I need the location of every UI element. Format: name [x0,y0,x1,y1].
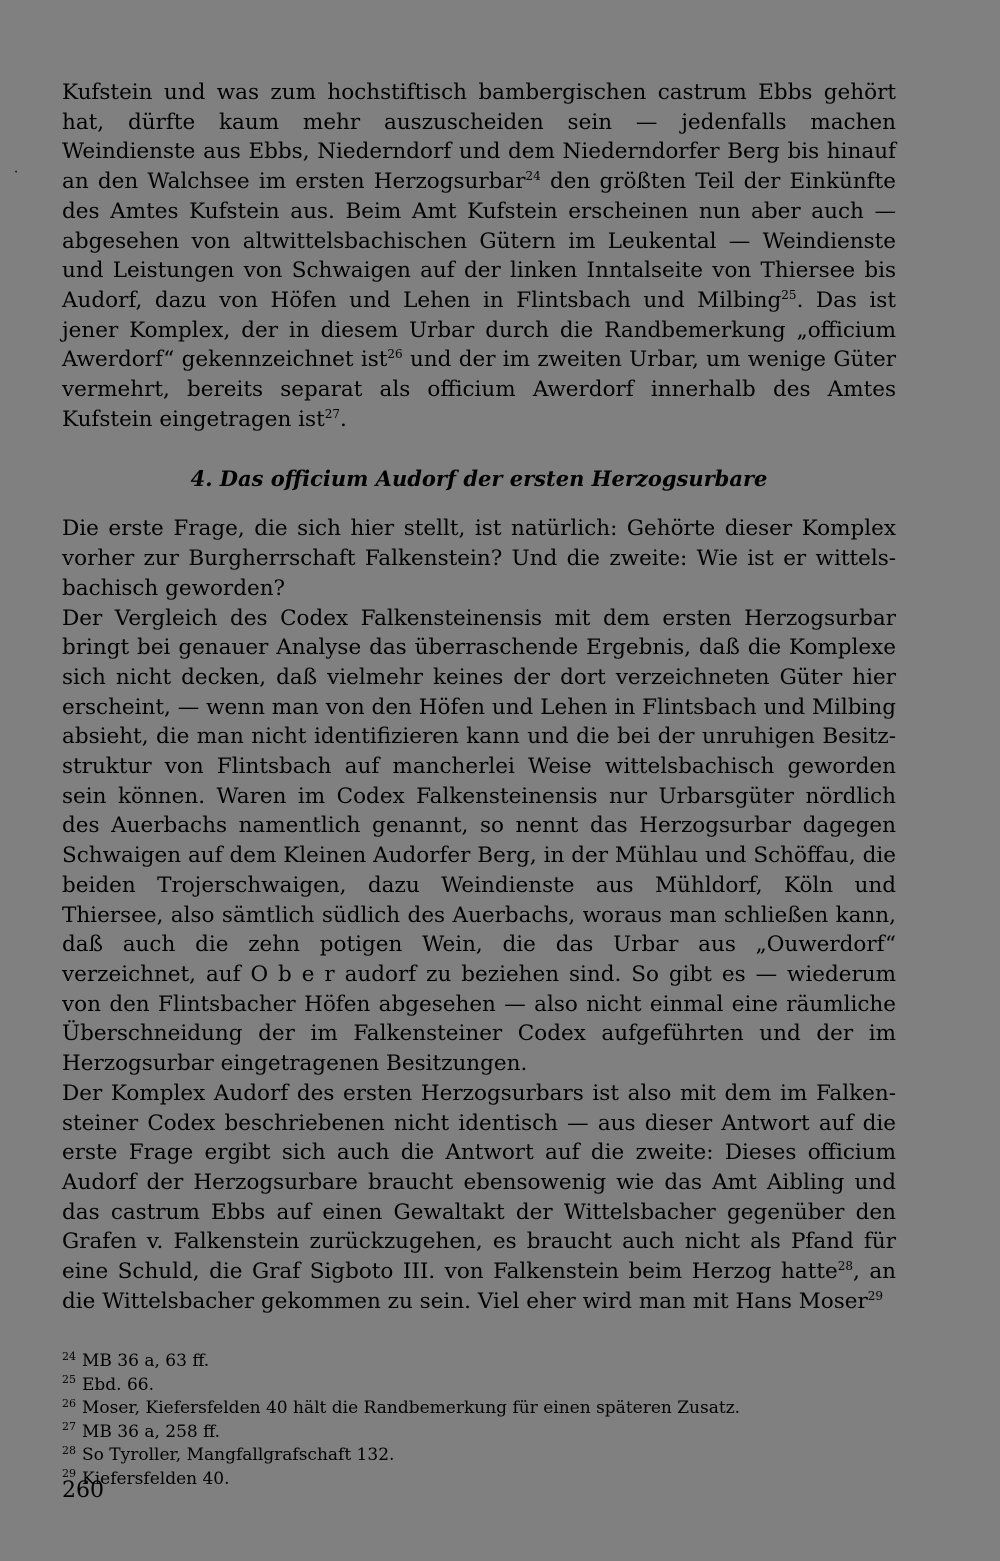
text-run: Kufstein und was zum hochstiftisch bambergischen castrum Ebbs gehört hat, dürfte kaum mehr auszuscheiden sein — jedenfalls machen Weindienste aus Ebbs, Niederndorf und dem Niederndorfer Berg bis hinauf an den Walchsee im ersten Herzogsurbar [62,80,896,195]
footnote-text: Moser, Kiefersfelden 40 hält die Randbemerkung für einen späteren Zusatz. [82,1398,741,1419]
text-run: den größten Teil der Einkünfte des Amtes Kufstein aus. Beim Amt Kufstein erscheinen nun aber auch — abgesehen von altwittelsbachischen Gütern im Leukental — Weindienste und Leistungen von Schwaigen auf der linken Inntalseite von Thiersee bis Audorf, dazu von Höfen und Lehen in Flintsbach und Milbing [62,169,896,313]
footnote-item [62,1350,896,1374]
text-run: . [340,406,347,432]
paragraph [62,78,896,434]
page-number: 260 [62,1478,104,1503]
footnote-item [62,1421,896,1445]
footnote-item [62,1468,896,1492]
footnote-text: So Tyroller, Mangfallgrafschaft 132. [82,1445,395,1466]
footnote-number: 27 [62,1420,76,1434]
body-text-main [62,514,896,1316]
text-run: . Das ist jener Komplex, der in diesem Urbar durch die Randbemerkung „officium Awerdorf“ gekennzeichnet ist [62,287,896,373]
text-run: und der im zweiten Urbar, um wenige Güter vermehrt, bereits separat als officium Awerdorf innerhalb des Amtes Kufstein eingetragen ist [62,347,896,432]
text-run: Der Vergleich des Codex Falkensteinensis mit dem ersten Herzogsurbar bringt bei genauer Analyse das überraschende Ergebnis, daß die Komplexe sich nicht decken, daß vielmehr keines der dort verzeichneten Güter hier erscheint, — wenn man von den Höfen und Lehen in Flintsbach und Milbing absieht, die man nicht identifizieren kann und die bei der unruhigen Besitzstruktur von Flintsbach auf mancherlei Weise wittelsbachisch geworden sein können. Waren im Codex Falkensteinensis nur Urbarsgüter nördlich des Auerbachs namentlich genannt, so nennt das Herzogsurbar dagegen Schwaigen auf dem Kleinen Audorfer Berg, in der Mühlau und Schöffau, die beiden Trojerschwaigen, dazu Weindienste aus Mühldorf, Köln und Thiersee, also sämtlich südlich des Auerbachs, woraus man schließen kann, daß auch die zehn potigen Wein, die das Urbar aus „Ouwerdorf“ verzeichnet, auf O b e r audorf zu beziehen sind. So gibt es — wiederum von den Flintsbacher Höfen abgesehen — also nicht einmal eine räumliche Überschneidung der im Falkensteiner Codex aufgeführten und der im Herzogsurbar eingetragenen Besitzungen. [62,605,896,1077]
paragraph [62,1079,896,1317]
margin-mark: · [14,165,19,180]
footnote-text: MB 36 a, 258 ff. [82,1421,221,1442]
footnote-item [62,1374,896,1398]
section-heading: 4. Das officium Audorf der ersten Herzogsurbare [190,466,768,492]
footnote-reference[interactable]: 28 [837,1258,853,1273]
paragraph [62,604,896,1079]
paragraph [62,514,896,603]
footnote-number: 24 [62,1349,76,1363]
body-text-top [62,78,896,434]
footnote-text: Kiefersfelden 40. [82,1468,230,1489]
footnote-reference[interactable]: 29 [867,1288,884,1303]
footnote-number: 25 [62,1373,76,1387]
footnote-reference[interactable]: 24 [525,168,541,183]
text-run: Der Komplex Audorf des ersten Herzogsurbars ist also mit dem im Falkensteiner Codex beschriebenen nicht identisch — aus dieser Antwort auf die erste Frage ergibt sich auch die Antwort auf die zweite: Dieses officium Audorf der Herzogsurbare braucht ebensowenig wie das Amt Aibling und das castrum Ebbs auf einen Gewaltakt der Wittelsbacher gegenüber den Grafen v. Falkenstein zurückzugehen, es braucht auch nicht als Pfand für eine Schuld, die Graf Sigboto III. von Falkenstein beim Herzog hatte [62,1080,896,1285]
footnotes [62,1350,896,1491]
text-run: , an die Wittelsbacher gekommen zu sein. Viel eher wird man mit Hans Moser [62,1259,896,1314]
footnote-item [62,1397,896,1421]
footnote-text: Ebd. 66. [82,1374,155,1395]
footnote-number: 26 [62,1396,76,1410]
document-page [62,78,896,1558]
footnote-reference[interactable]: 25 [781,287,797,302]
footnote-reference[interactable]: 27 [324,406,341,421]
footnote-text: MB 36 a, 63 ff. [82,1351,210,1372]
footnote-number: 28 [62,1443,76,1457]
footnote-item [62,1444,896,1468]
footnote-number: 29 [62,1467,76,1481]
footnote-reference[interactable]: 26 [387,347,403,362]
text-run: Die erste Frage, die sich hier stellt, ist natürlich: Gehörte dieser Komplex vorher zur Burgherrschaft Falkenstein? Und die zweite: Wie ist er wittelsbachisch geworden? [62,516,896,601]
